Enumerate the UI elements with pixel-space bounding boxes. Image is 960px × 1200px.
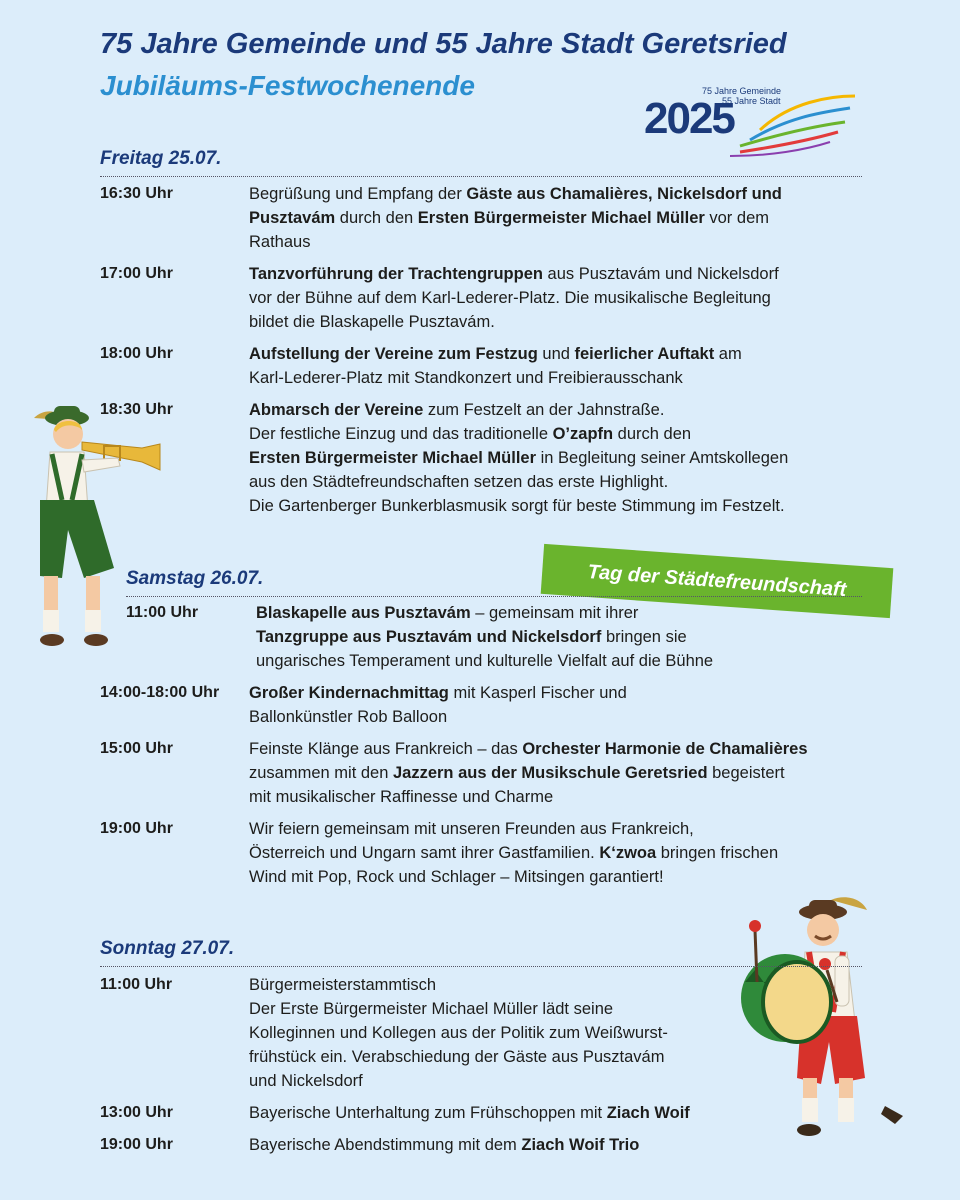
event-description-line: Kolleginnen und Kollegen aus der Politik zum Weißwurst- bbox=[249, 1024, 668, 1042]
day-divider bbox=[100, 966, 862, 967]
event-description-line: Abmarsch der Vereine zum Festzelt an der Jahnstraße. bbox=[249, 401, 665, 419]
event-description-line: Wir feiern gemeinsam mit unseren Freunden aus Frankreich, bbox=[249, 820, 694, 838]
event-time: 19:00 Uhr bbox=[100, 820, 173, 837]
day-heading-friday: Freitag 25.07. bbox=[100, 148, 222, 169]
event-description-line: Die Gartenberger Bunkerblasmusik sorgt für beste Stimmung im Festzelt. bbox=[249, 497, 785, 515]
event-time: 16:30 Uhr bbox=[100, 185, 173, 202]
event-description-line: und Nickelsdorf bbox=[249, 1072, 363, 1090]
anniversary-logo bbox=[640, 82, 860, 162]
day-heading-saturday: Samstag 26.07. bbox=[126, 568, 264, 589]
event-description-line: Wind mit Pop, Rock und Schlager – Mitsingen garantiert! bbox=[249, 868, 664, 886]
event-description-line: Bayerische Abendstimmung mit dem Ziach Woif Trio bbox=[249, 1136, 640, 1154]
event-description bbox=[249, 342, 742, 390]
event-time: 18:30 Uhr bbox=[100, 401, 173, 418]
event-time: 11:00 Uhr bbox=[126, 604, 199, 621]
event-description-line: Aufstellung der Vereine zum Festzug und feierlicher Auftakt am bbox=[249, 345, 742, 363]
event-description-line: aus den Städtefreundschaften setzen das erste Highlight. bbox=[249, 473, 669, 491]
event-description bbox=[249, 737, 808, 809]
logo-line-2: 55 Jahre Stadt bbox=[722, 96, 781, 106]
friendship-day-banner: Tag der Städtefreundschaft bbox=[541, 544, 894, 618]
logo-year: 2025 bbox=[644, 94, 734, 143]
page-subtitle: Jubiläums-Festwochenende bbox=[100, 70, 475, 101]
event-description-line: bildet die Blaskapelle Pusztavám. bbox=[249, 313, 495, 331]
event-description-line: Bürgermeisterstammtisch bbox=[249, 976, 437, 994]
event-description bbox=[249, 182, 782, 254]
event-description-line: Begrüßung und Empfang der Gäste aus Chamalières, Nickelsdorf und bbox=[249, 185, 782, 203]
event-description bbox=[249, 1133, 639, 1157]
event-description-line: frühstück ein. Verabschiedung der Gäste aus Pusztavám bbox=[249, 1048, 665, 1066]
event-description-line: Karl-Lederer-Platz mit Standkonzert und Freibierausschank bbox=[249, 369, 683, 387]
event-time: 19:00 Uhr bbox=[100, 1136, 173, 1153]
event-description-line: Rathaus bbox=[249, 233, 311, 251]
event-description bbox=[249, 1101, 690, 1125]
event-description-line: Feinste Klänge aus Frankreich – das Orchester Harmonie de Chamalières bbox=[249, 740, 808, 758]
event-description bbox=[249, 973, 668, 1093]
event-time: 13:00 Uhr bbox=[100, 1104, 173, 1121]
event-description-line: vor der Bühne auf dem Karl-Lederer-Platz. Die musikalische Begleitung bbox=[249, 289, 771, 307]
page-title: 75 Jahre Gemeinde und 55 Jahre Stadt Geretsried bbox=[100, 28, 787, 60]
event-description bbox=[249, 398, 788, 518]
event-description bbox=[256, 601, 713, 673]
event-description-line: Pusztavám durch den Ersten Bürgermeister Michael Müller vor dem bbox=[249, 209, 769, 227]
event-time: 15:00 Uhr bbox=[100, 740, 173, 757]
event-time: 14:00-18:00 Uhr bbox=[100, 684, 220, 701]
event-description bbox=[249, 681, 627, 729]
event-description-line: Tanzvorführung der Trachtengruppen aus Pusztavám und Nickelsdorf bbox=[249, 265, 779, 283]
event-description-line: Ersten Bürgermeister Michael Müller in Begleitung seiner Amtskollegen bbox=[249, 449, 789, 467]
event-time: 11:00 Uhr bbox=[100, 976, 173, 993]
event-description-line: Tanzgruppe aus Pusztavám und Nickelsdorf bringen sie bbox=[256, 628, 687, 646]
event-time: 18:00 Uhr bbox=[100, 345, 173, 362]
event-description-line: Ballonkünstler Rob Balloon bbox=[249, 708, 448, 726]
day-divider bbox=[100, 176, 862, 177]
event-description bbox=[249, 817, 778, 889]
event-description-line: ungarisches Temperament und kulturelle Vielfalt auf die Bühne bbox=[256, 652, 714, 670]
drummer-illustration bbox=[735, 892, 910, 1142]
event-description-line: Großer Kindernachmittag mit Kasperl Fischer und bbox=[249, 684, 627, 702]
event-description-line: mit musikalischer Raffinesse und Charme bbox=[249, 788, 554, 806]
day-heading-sunday: Sonntag 27.07. bbox=[100, 938, 235, 959]
event-description-line: Österreich und Ungarn samt ihrer Gastfamilien. K‘zwoa bringen frischen bbox=[249, 844, 779, 862]
event-description bbox=[249, 262, 779, 334]
event-description-line: Blaskapelle aus Pusztavám – gemeinsam mit ihrer bbox=[256, 604, 639, 622]
event-description-line: zusammen mit den Jazzern aus der Musikschule Geretsried begeistert bbox=[249, 764, 785, 782]
logo-line-1: 75 Jahre Gemeinde bbox=[702, 86, 782, 96]
event-description-line: Der festliche Einzug und das traditionelle O’zapfn durch den bbox=[249, 425, 692, 443]
event-description-line: Bayerische Unterhaltung zum Frühschoppen mit Ziach Woif bbox=[249, 1104, 690, 1122]
day-divider bbox=[126, 596, 862, 597]
event-time: 17:00 Uhr bbox=[100, 265, 173, 282]
event-description-line: Der Erste Bürgermeister Michael Müller lädt seine bbox=[249, 1000, 614, 1018]
